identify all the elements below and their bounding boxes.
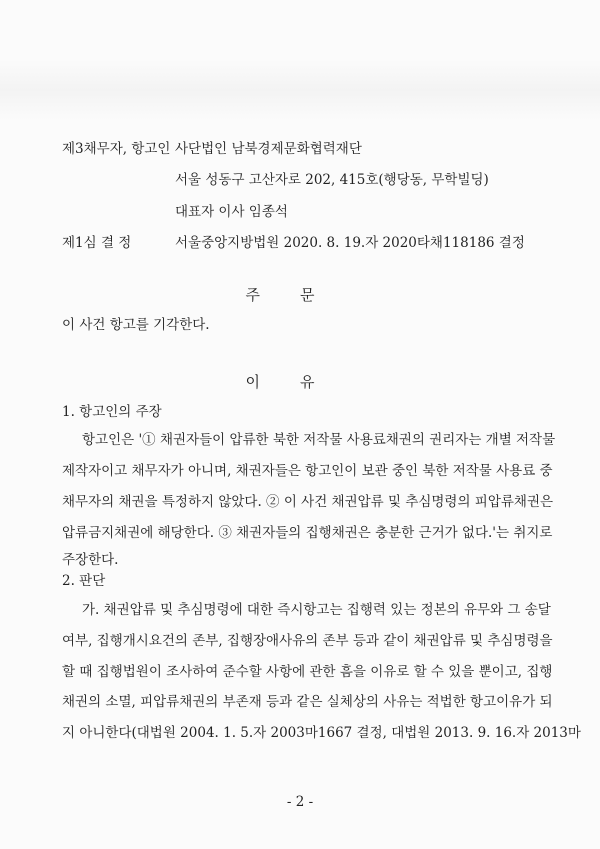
paragraph-line: 채무자의 채권을 특정하지 않았다. ② 이 사건 채권압류 및 추심명령의 피압류채권은 [62, 494, 554, 510]
paragraph-line: 제작자이고 채무자가 아니며, 채권자들은 항고인이 보관 중인 북한 저작물 사용료 중 [62, 463, 553, 479]
paragraph-line: 채권의 소멸, 피압류채권의 부존재 등과 같은 실체상의 사유는 적법한 항고이유가 되 [62, 694, 553, 710]
party-representative: 대표자 이사 임종석 [175, 204, 288, 220]
section-title: 2. 판단 [62, 573, 106, 589]
party-name: 사단법인 남북경제문화협력재단 [175, 141, 362, 157]
paragraph-line: 압류금지채권에 해당한다. ③ 채권자들의 집행채권은 충분한 근거가 없다.'는 취지로 [62, 525, 553, 541]
first-instance-label: 제1심 결 정 [62, 235, 132, 251]
reasons-heading: 이유 [245, 373, 355, 391]
paragraph-line: 지 아니한다(대법원 2004. 1. 5.자 2003마1667 결정, 대법원 2013. 9. 16.자 2013마 [62, 725, 581, 741]
order-heading: 주문 [245, 286, 355, 304]
order-text: 이 사건 항고를 기각한다. [62, 317, 210, 333]
page-number: - 2 - [286, 794, 314, 810]
paragraph-line: 주장한다. [62, 552, 119, 568]
first-instance-decision: 서울중앙지방법원 2020. 8. 19.자 2020타채118186 결정 [175, 235, 525, 251]
section-title: 1. 항고인의 주장 [62, 404, 162, 420]
paragraph-line: 항고인은 '① 채권자들이 압류한 북한 저작물 사용료채권의 권리자는 개별 저작물 [82, 432, 556, 448]
party-label: 제3채무자, 항고인 [62, 141, 171, 157]
paragraph-line: 할 때 집행법원이 조사하여 준수할 사항에 관한 흠을 이유로 할 수 있을 뿐이고, 집행 [62, 664, 553, 680]
scan-shadow [0, 60, 600, 120]
party-address: 서울 성동구 고산자로 202, 415호(행당동, 무학빌딩) [175, 172, 489, 188]
paragraph-line: 여부, 집행개시요건의 존부, 집행장애사유의 존부 등과 같이 채권압류 및 추심명령을 [62, 633, 553, 649]
paragraph-line: 가. 채권압류 및 추심명령에 대한 즉시항고는 집행력 있는 정본의 유무와 그 송달 [82, 602, 551, 618]
